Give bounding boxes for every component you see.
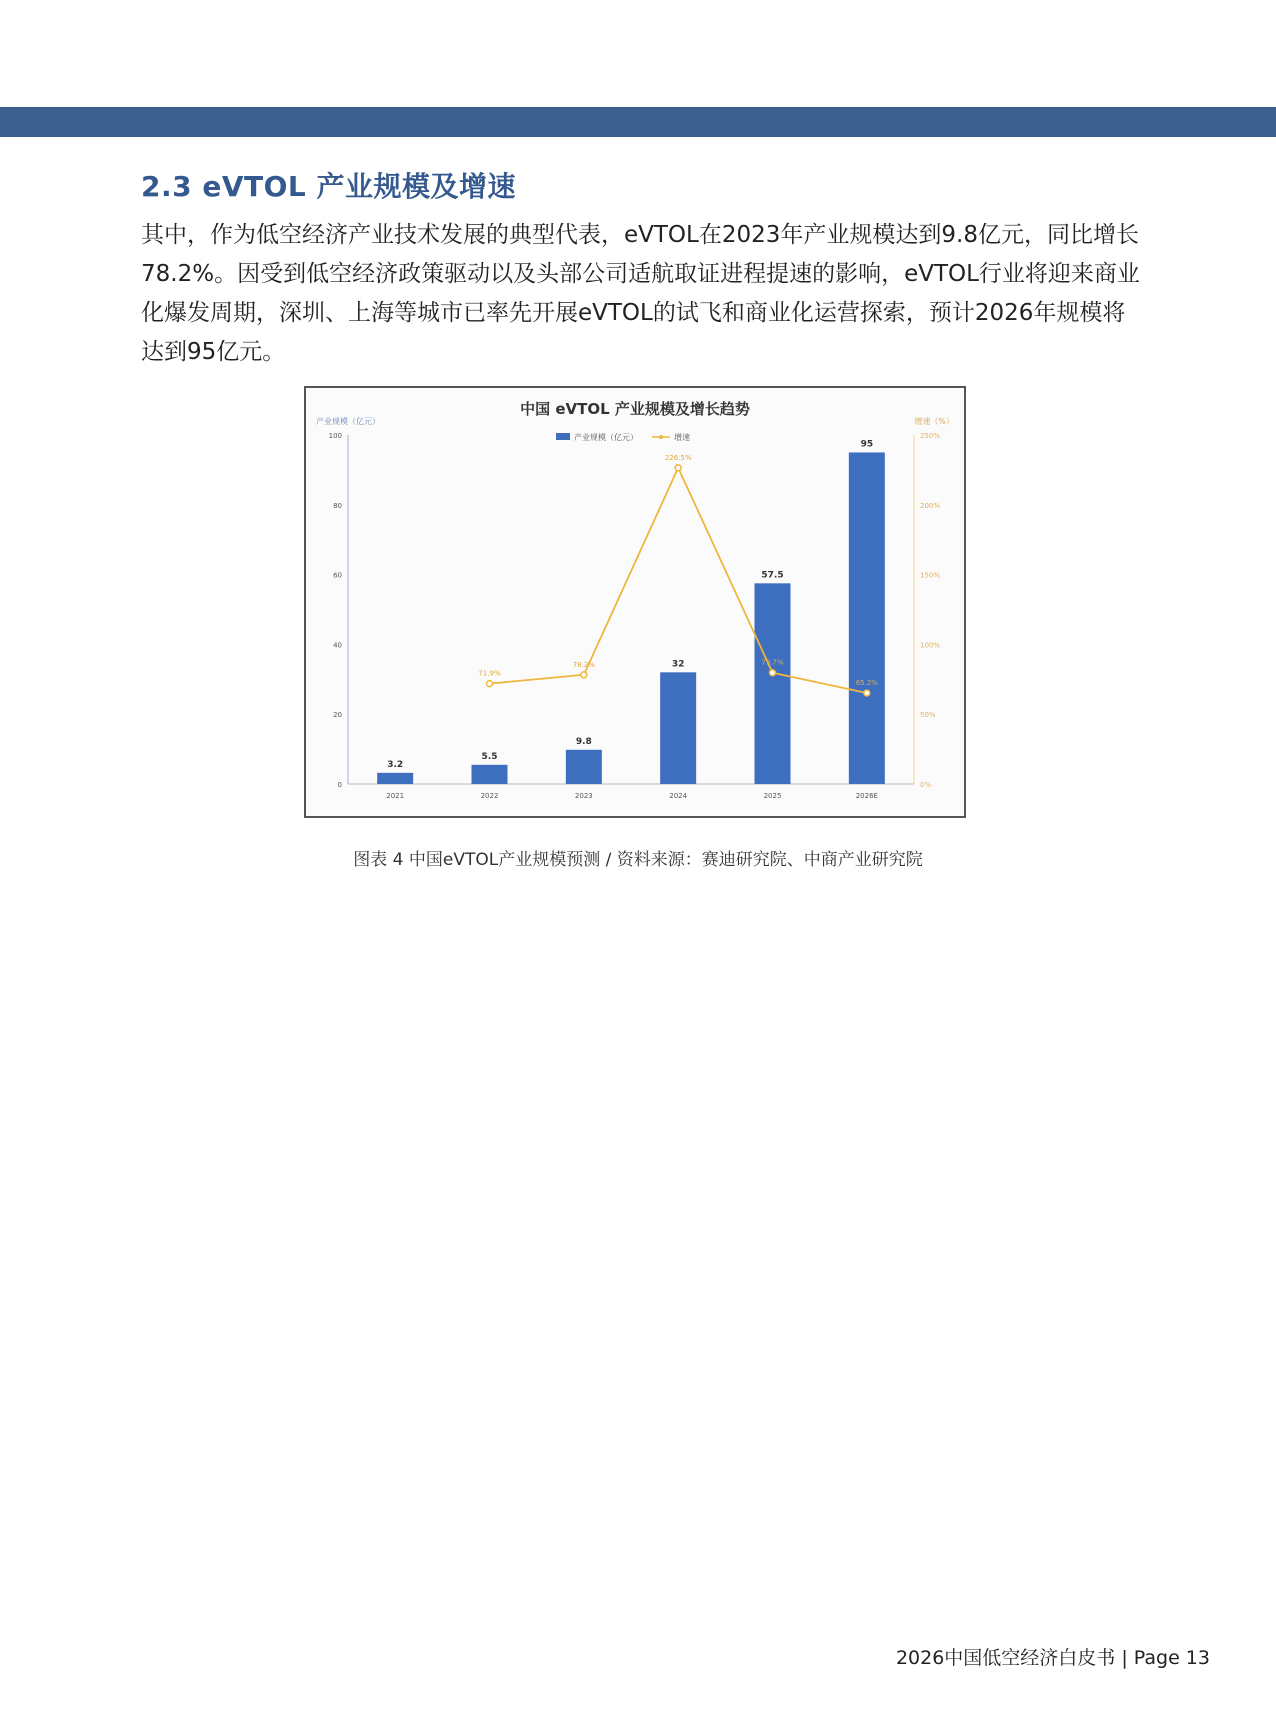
x-tick-label: 2024 (669, 792, 688, 800)
bar-value-label: 5.5 (481, 751, 498, 762)
chart-legend (556, 432, 690, 442)
y-right-tick-label: 200% (920, 501, 941, 510)
chart-ylabel-left: 产业规模（亿元） (316, 417, 380, 426)
growth-value-label: 71.9% (478, 669, 501, 678)
y-left-tick-label: 0 (337, 781, 342, 789)
legend-bar-swatch (556, 433, 570, 440)
growth-point (864, 690, 870, 696)
y-right-tick-label: 100% (920, 641, 941, 650)
chart-bar (660, 672, 696, 784)
chart-bar (472, 765, 508, 784)
y-left-tick-label: 20 (333, 711, 342, 720)
chart-bar (849, 452, 885, 784)
chart-svg (306, 388, 964, 816)
figure-caption: 图表 4 中国eVTOL产业规模预测 / 资料来源：赛迪研究院、中商产业研究院 (353, 850, 923, 870)
growth-value-label: 65.2% (855, 678, 878, 687)
y-left-tick-label: 80 (333, 501, 342, 510)
legend-line-marker (659, 435, 663, 439)
bar-value-label: 9.8 (575, 736, 592, 747)
y-left-tick-label: 60 (333, 571, 342, 580)
growth-value-label: 78.2% (572, 660, 595, 669)
section-title: 2.3 eVTOL 产业规模及增速 (141, 170, 517, 203)
legend-bar-label: 产业规模（亿元） (574, 433, 638, 442)
bar-value-label: 3.2 (387, 759, 404, 770)
page-footer: 2026中国低空经济白皮书 | Page 13 (895, 1647, 1210, 1669)
growth-point (770, 670, 776, 676)
header-band (0, 107, 1276, 137)
y-right-tick-label: 50% (920, 711, 936, 720)
x-tick-label: 2026E (855, 792, 878, 800)
growth-value-label: 226.5% (664, 453, 692, 462)
x-tick-label: 2025 (763, 792, 782, 800)
y-right-tick-label: 150% (920, 571, 941, 580)
growth-point (581, 672, 587, 678)
growth-point (675, 465, 681, 471)
y-left-tick-label: 40 (333, 641, 342, 650)
body-paragraph: 其中，作为低空经济产业技术发展的典型代表，eVTOL在2023年产业规模达到9.8亿元，同比增长78.2%。因受到低空经济政策驱动以及头部公司适航取证进程提速的影响，eVTOL行业将迎来商业化爆发周期，深圳、上海等城市已率先开展eVTOL的试飞和商业化运营探索，预计2026年规模将达到95亿元。 (141, 222, 1140, 365)
x-tick-label: 2023 (574, 792, 593, 800)
chart-ylabel-right: 增速（%） (914, 417, 954, 426)
chart-bar (755, 583, 791, 784)
growth-value-label: 79.7% (761, 658, 784, 667)
x-tick-label: 2022 (480, 792, 499, 800)
y-right-tick-label: 250% (920, 432, 941, 440)
chart-plot-area (329, 432, 941, 800)
bar-value-label: 95 (860, 439, 874, 450)
bar-value-label: 32 (671, 659, 685, 670)
growth-point (487, 681, 493, 687)
bar-value-label: 57.5 (761, 570, 784, 581)
y-right-tick-label: 0% (920, 781, 932, 789)
chart-title: 中国 eVTOL 产业规模及增长趋势 (520, 400, 750, 418)
x-tick-label: 2021 (386, 792, 405, 800)
chart-figure (304, 386, 966, 818)
y-left-tick-label: 100 (328, 432, 342, 440)
legend-line-label: 增速 (674, 433, 690, 442)
chart-bar (566, 750, 602, 784)
chart-bar (377, 773, 413, 784)
